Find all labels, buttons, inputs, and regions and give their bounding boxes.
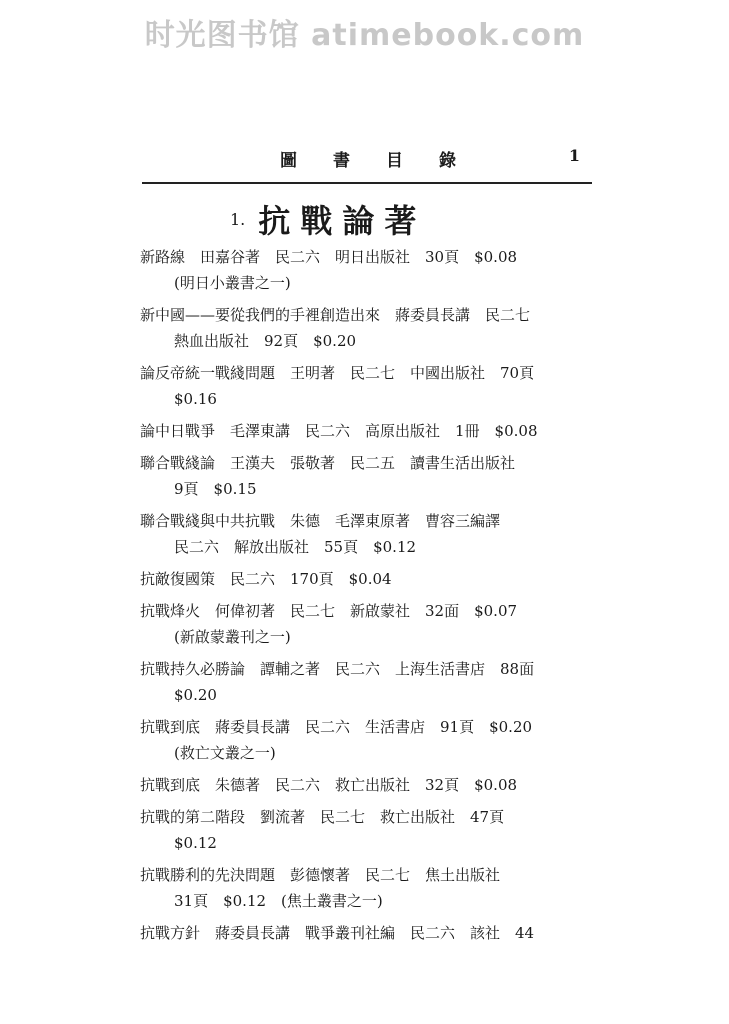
catalog-entry: [140, 418, 600, 444]
catalog-entry: [140, 656, 600, 708]
catalog-entry: [140, 598, 600, 650]
section-title: 抗戰論著: [258, 202, 427, 240]
running-header: [280, 146, 580, 171]
entry-line-continued: (明日小叢書之一): [174, 274, 291, 292]
catalog-entry: [140, 450, 600, 502]
catalog-entry: [140, 714, 600, 766]
page-title: 圖書目錄: [280, 151, 492, 171]
entry-line: 抗戰到底 朱德著 民二六 救亡出版社 32頁 $0.08: [140, 776, 518, 794]
entry-line: 聯合戰綫論 王漢夫 張敬著 民二五 讀書生活出版社: [140, 454, 516, 472]
entry-line-continued: $0.20: [174, 686, 217, 704]
entry-line-continued: 民二六 解放出版社 55頁 $0.12: [174, 538, 417, 556]
entry-line: 抗戰持久必勝論 譚輔之著 民二六 上海生活書店 88面: [140, 660, 535, 678]
header-rule: [142, 182, 592, 184]
entry-line: 新中國——要從我們的手裡創造出來 蔣委員長講 民二七: [140, 306, 531, 324]
entry-line: 抗戰的第二階段 劉流著 民二七 救亡出版社 47頁: [140, 808, 505, 826]
catalog-entry: [140, 772, 600, 798]
entry-line: 抗戰勝利的先決問題 彭德懷著 民二七 焦土出版社: [140, 866, 501, 884]
catalog-entry: [140, 302, 600, 354]
entry-line-continued: (新啟蒙叢刊之一): [174, 628, 291, 646]
section-heading: [230, 196, 426, 242]
entry-line: 論反帝統一戰綫問題 王明著 民二七 中國出版社 70頁: [140, 364, 535, 382]
entry-line: 聯合戰綫與中共抗戰 朱德 毛澤東原著 曹容三編譯: [140, 512, 501, 530]
catalog-entries: [140, 244, 600, 952]
entry-line-continued: $0.12: [174, 834, 217, 852]
entry-line-continued: 熱血出版社 92頁 $0.20: [174, 332, 357, 350]
page-number: 1: [568, 146, 580, 165]
catalog-entry: [140, 804, 600, 856]
entry-line-continued: $0.16: [174, 390, 217, 408]
entry-line-continued: 31頁 $0.12 (焦土叢書之一): [174, 892, 383, 910]
entry-line-continued: 9頁 $0.15: [174, 480, 257, 498]
entry-line: 抗戰到底 蔣委員長講 民二六 生活書店 91頁 $0.20: [140, 718, 533, 736]
catalog-entry: [140, 360, 600, 412]
catalog-entry: [140, 862, 600, 914]
entry-line: 新路線 田嘉谷著 民二六 明日出版社 30頁 $0.08: [140, 248, 518, 266]
catalog-entry: [140, 508, 600, 560]
watermark: 时光图书馆 atimebook.com: [144, 18, 585, 53]
catalog-entry: [140, 566, 600, 592]
catalog-entry: [140, 244, 600, 296]
entry-line: 抗戰烽火 何偉初著 民二七 新啟蒙社 32面 $0.07: [140, 602, 518, 620]
entry-line-continued: (救亡文叢之一): [174, 744, 276, 762]
entry-line: 抗戰方針 蔣委員長講 戰爭叢刊社編 民二六 該社 44: [140, 924, 535, 942]
entry-line: 抗敵復國策 民二六 170頁 $0.04: [140, 570, 392, 588]
entry-line: 論中日戰爭 毛澤東講 民二六 高原出版社 1冊 $0.08: [140, 422, 538, 440]
section-number: 1.: [230, 209, 246, 229]
catalog-entry: [140, 920, 600, 946]
